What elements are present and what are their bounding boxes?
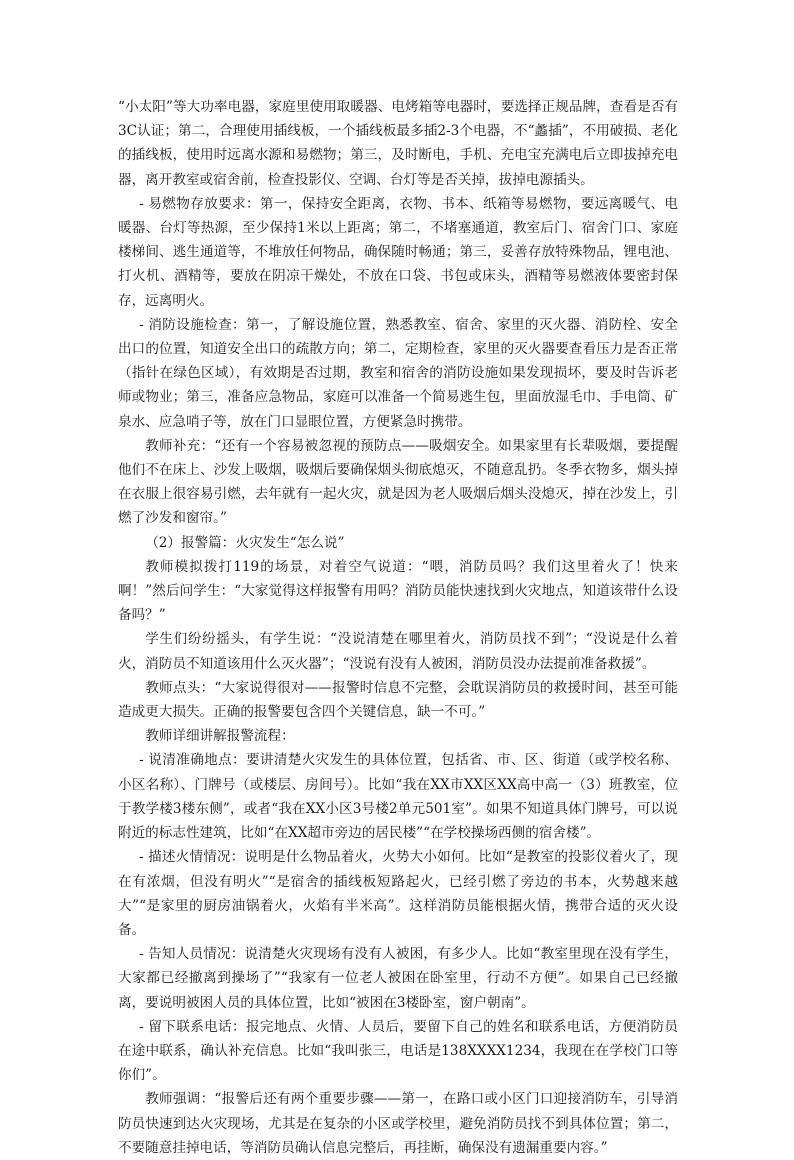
paragraph-contact-phone: - 留下联系电话：报完地点、火情、人员后，要留下自己的姓名和联系电话，方便消防员在途中联系，确认补充信息。比如“我叫张三，电话是138XXXX1234，我现在在学校门口等你们”。 <box>118 1018 678 1084</box>
paragraph-people-status: - 告知人员情况：说清楚火灾现场有没有人被困，有多少人。比如“教室里现在没有学生，大家都已经撤离到操场了”“我家有一位老人被困在卧室里，行动不方便”。如果自己已经撤离，要说明被困人员的具体位置，比如“被困在3楼卧室，窗户朝南”。 <box>118 946 678 1011</box>
paragraph-electrical-safety-continued: “小太阳”等大功率电器，家庭里使用取暖器、电烤箱等电器时，要选择正规品牌，查看是否有3C认证；第二，合理使用插线板，一个插线板最多插2-3个电器，不“蠡插”，不用破损、老化的插线板，使用时远离水源和易燃物；第三，及时断电，手机、充电宝充满电后立即拔掉充电器，离开教室或宿舍前，检查投影仪、空调、台灯等是否关掉，拔掉电源插头。 <box>118 99 678 188</box>
paragraph-teacher-nods: 教师点头：“大家说得很对——报警时信息不完整，会耽误消防员的救援时间，甚至可能造成更大损失。正确的报警要包含四个关键信息，缺一不可。” <box>118 679 678 721</box>
paragraph-flammable-storage: - 易燃物存放要求：第一，保持安全距离，衣物、书本、纸箱等易燃物，要远离暖气、电暖器、台灯等热源，至少保持1米以上距离；第二，不堵塞通道，教室后门、宿舍门口、家庭楼梯间、逃生通道等，不堆放任何物品，确保随时畅通；第三，妥善存放特殊物品，锂电池、打火机、酒精等，要放在阴凉干燥处，不放在口袋、书包或床头，酒精等易燃液体要密封保存，远离明火。 <box>118 195 678 309</box>
paragraph-accurate-location: - 说清准确地点：要讲清楚火灾发生的具体位置，包括省、市、区、街道（或学校名称、小区名称）、门牌号（或楼层、房间号）。比如“我在XX市XX区XX高中高一（3）班教室，位于教学楼3楼东侧”，或者“我在XX小区3号楼2单元501室”。如果不知道具体门牌号，可以说附近的标志性建筑，比如“在XX超市旁边的居民楼”“在学校操场西侧的宿舍楼”。 <box>118 752 678 842</box>
paragraph-alarm-process-intro: 教师详细讲解报警流程： <box>145 728 295 745</box>
paragraph-simulated-call: 教师模拟拨打119的场景，对着空气说道：“喂，消防员吗？我们这里着火了！快来啊！”然后问学生：“大家觉得这样报警有用吗？消防员能快速找到火灾地点，知道该带什么设备吗？” <box>118 558 678 624</box>
paragraph-teacher-emphasis: 教师强调：“报警后还有两个重要步骤——第一，在路口或小区门口迎接消防车，引导消防员快速到达火灾现场，尤其是在复杂的小区或学校里，避免消防员找不到具体位置；第二，不要随意挂掉电话，等消防员确认信息完整后，再挂断，确保没有遗漏重要内容。” <box>118 1091 678 1156</box>
paragraph-fire-facility-check: - 消防设施检查：第一，了解设施位置，熟悉教室、宿舍、家里的灭火器、消防栓、安全出口的位置，知道安全出口的疏散方向；第二，定期检查，家里的灭火器要查看压力是否正常（指针在绿色区域），有效期是否过期，教室和宿舍的消防设施如果发现损坏，要及时告诉老师或物业；第三，准备应急物品，家庭可以准备一个简易逃生包，里面放湿毛巾、手电筒、矿泉水、应急哨子等，放在门口显眼位置，方便紧急时携带。 <box>118 316 678 430</box>
paragraph-teacher-supplement: 教师补充：“还有一个容易被忽视的预防点——吸烟安全。如果家里有长辈吸烟，要提醒他们不在床上、沙发上吸烟，吸烟后要确保烟头彻底熄灭，不随意乱扔。冬季衣物多，烟头掉在衣服上很容易引燃，去年就有一起火灾，就是因为老人吸烟后烟头没熄灭，掉在沙发上，引燃了沙发和窗帘。” <box>118 437 678 527</box>
document-body <box>118 95 678 1160</box>
paragraph-student-responses: 学生们纷纷摇头，有学生说：“没说清楚在哪里着火，消防员找不到”；“没说是什么着火，消防员不知道该用什么灭火器”；“没说有没有人被困，消防员没办法提前准备救援”。 <box>118 631 678 672</box>
section-heading-alarm: （2）报警篇：火灾发生“怎么说” <box>145 534 345 551</box>
paragraph-fire-description: - 描述火情情况：说明是什么物品着火，火势大小如何。比如“是教室的投影仪着火了，现在有浓烟，但没有明火”“是宿舍的插线板短路起火，已经引燃了旁边的书本，火势越来越大”“是家里的厨房油锅着火，火焰有半米高”。这样消防员能根据火情，携带合适的灭火设备。 <box>118 849 678 938</box>
